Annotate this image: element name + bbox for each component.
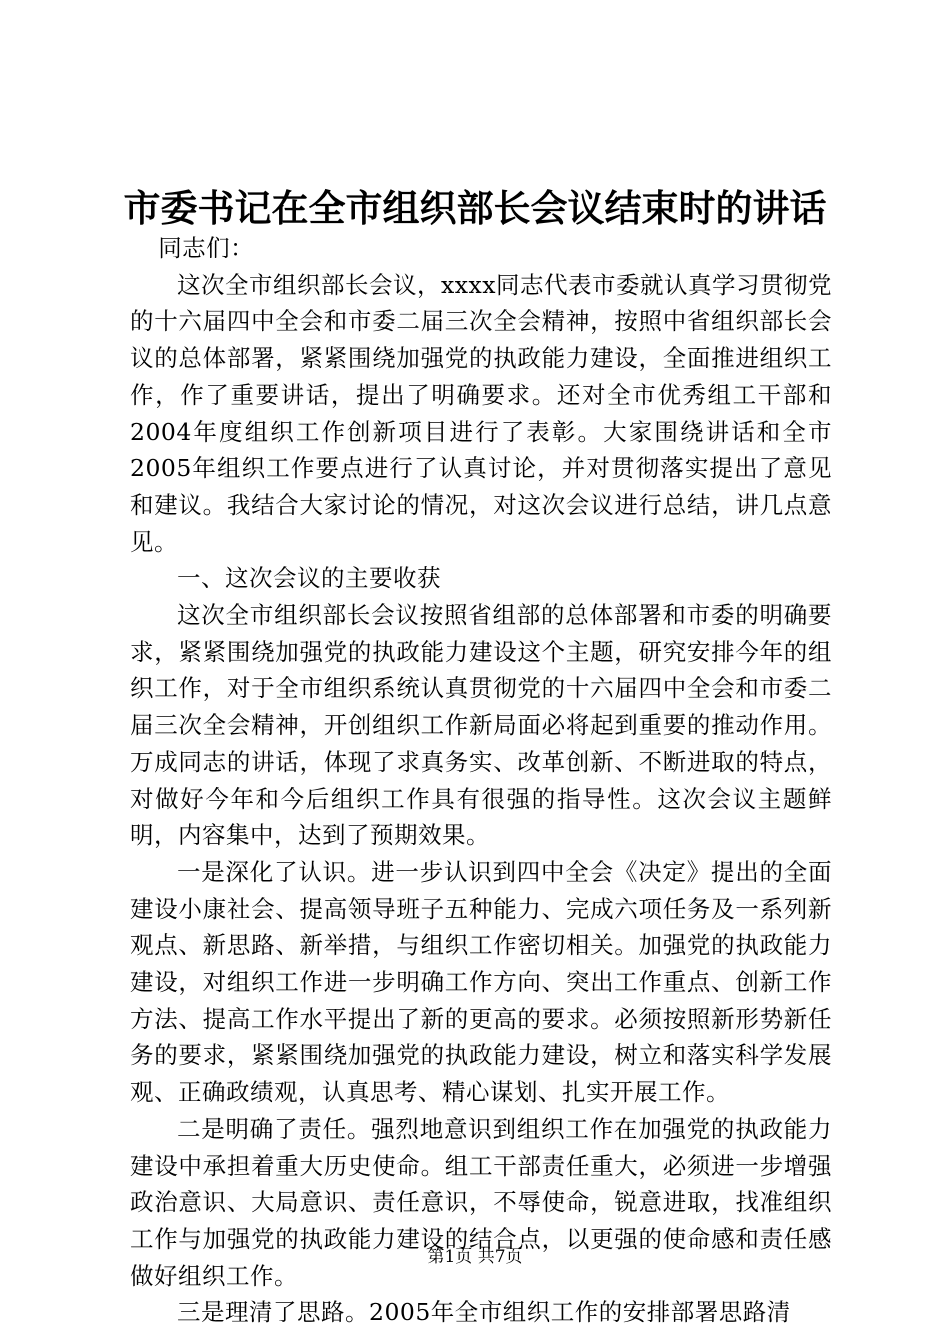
document-title: 市委书记在全市组织部长会议结束时的讲话 [123, 186, 827, 230]
greeting: 同志们： [158, 234, 255, 262]
section-heading-1: 一、这次会议的主要收获 [177, 564, 441, 593]
paragraph-point-3: 三是理清了思路。2005年全市组织工作的安排部署思路清 [177, 1298, 791, 1327]
paragraph-point-2: 二是明确了责任。强烈地意识到组织工作在加强党的执政能力建设中承担着重大历史使命。组工干部责任重大，必须进一步增强政治意识、大局意识、责任意识，不辱使命，锐意进取，找准组织工作与加强党的执政能力建设的结合点，以更强的使命感和责任感做好组织工作。 [130, 1114, 832, 1290]
paragraph-section-1: 这次全市组织部长会议按照省组部的总体部署和市委的明确要求，紧紧围绕加强党的执政能力建设这个主题，研究安排今年的组织工作，对于全市组织系统认真贯彻党的十六届四中全会和市委二届三次全会精神，开创组织工作新局面必将起到重要的推动作用。万成同志的讲话，体现了求真务实、改革创新、不断进取的特点，对做好今年和今后组织工作具有很强的指导性。这次会议主题鲜明，内容集中，达到了预期效果。 [130, 601, 832, 850]
paragraph-point-1: 一是深化了认识。进一步认识到四中全会《决定》提出的全面建设小康社会、提高领导班子五种能力、完成六项任务及一系列新观点、新思路、新举措，与组织工作密切相关。加强党的执政能力建设，对组织工作进一步明确工作方向、突出工作重点、创新工作方法、提高工作水平提出了新的更高的要求。必须按照新形势新任务的要求，紧紧围绕加强党的执政能力建设，树立和落实科学发展观、正确政绩观，认真思考、精心谋划、扎实开展工作。 [130, 857, 832, 1107]
page-number-footer: 第1页 共7页 [427, 1247, 523, 1267]
document-body [130, 230, 832, 1331]
paragraph-intro: 这次全市组织部长会议，xxxx同志代表市委就认真学习贯彻党的十六届四中全会和市委二届三次全会精神，按照中省组织部长会议的总体部署，紧紧围绕加强党的执政能力建设，全面推进组织工作，作了重要讲话，提出了明确要求。还对全市优秀组工干部和2004年度组织工作创新项目进行了表彰。大家围绕讲话和全市2005年组织工作要点进行了认真讨论，并对贯彻落实提出了意见和建议。我结合大家讨论的情况，对这次会议进行总结，讲几点意见。 [130, 270, 833, 556]
